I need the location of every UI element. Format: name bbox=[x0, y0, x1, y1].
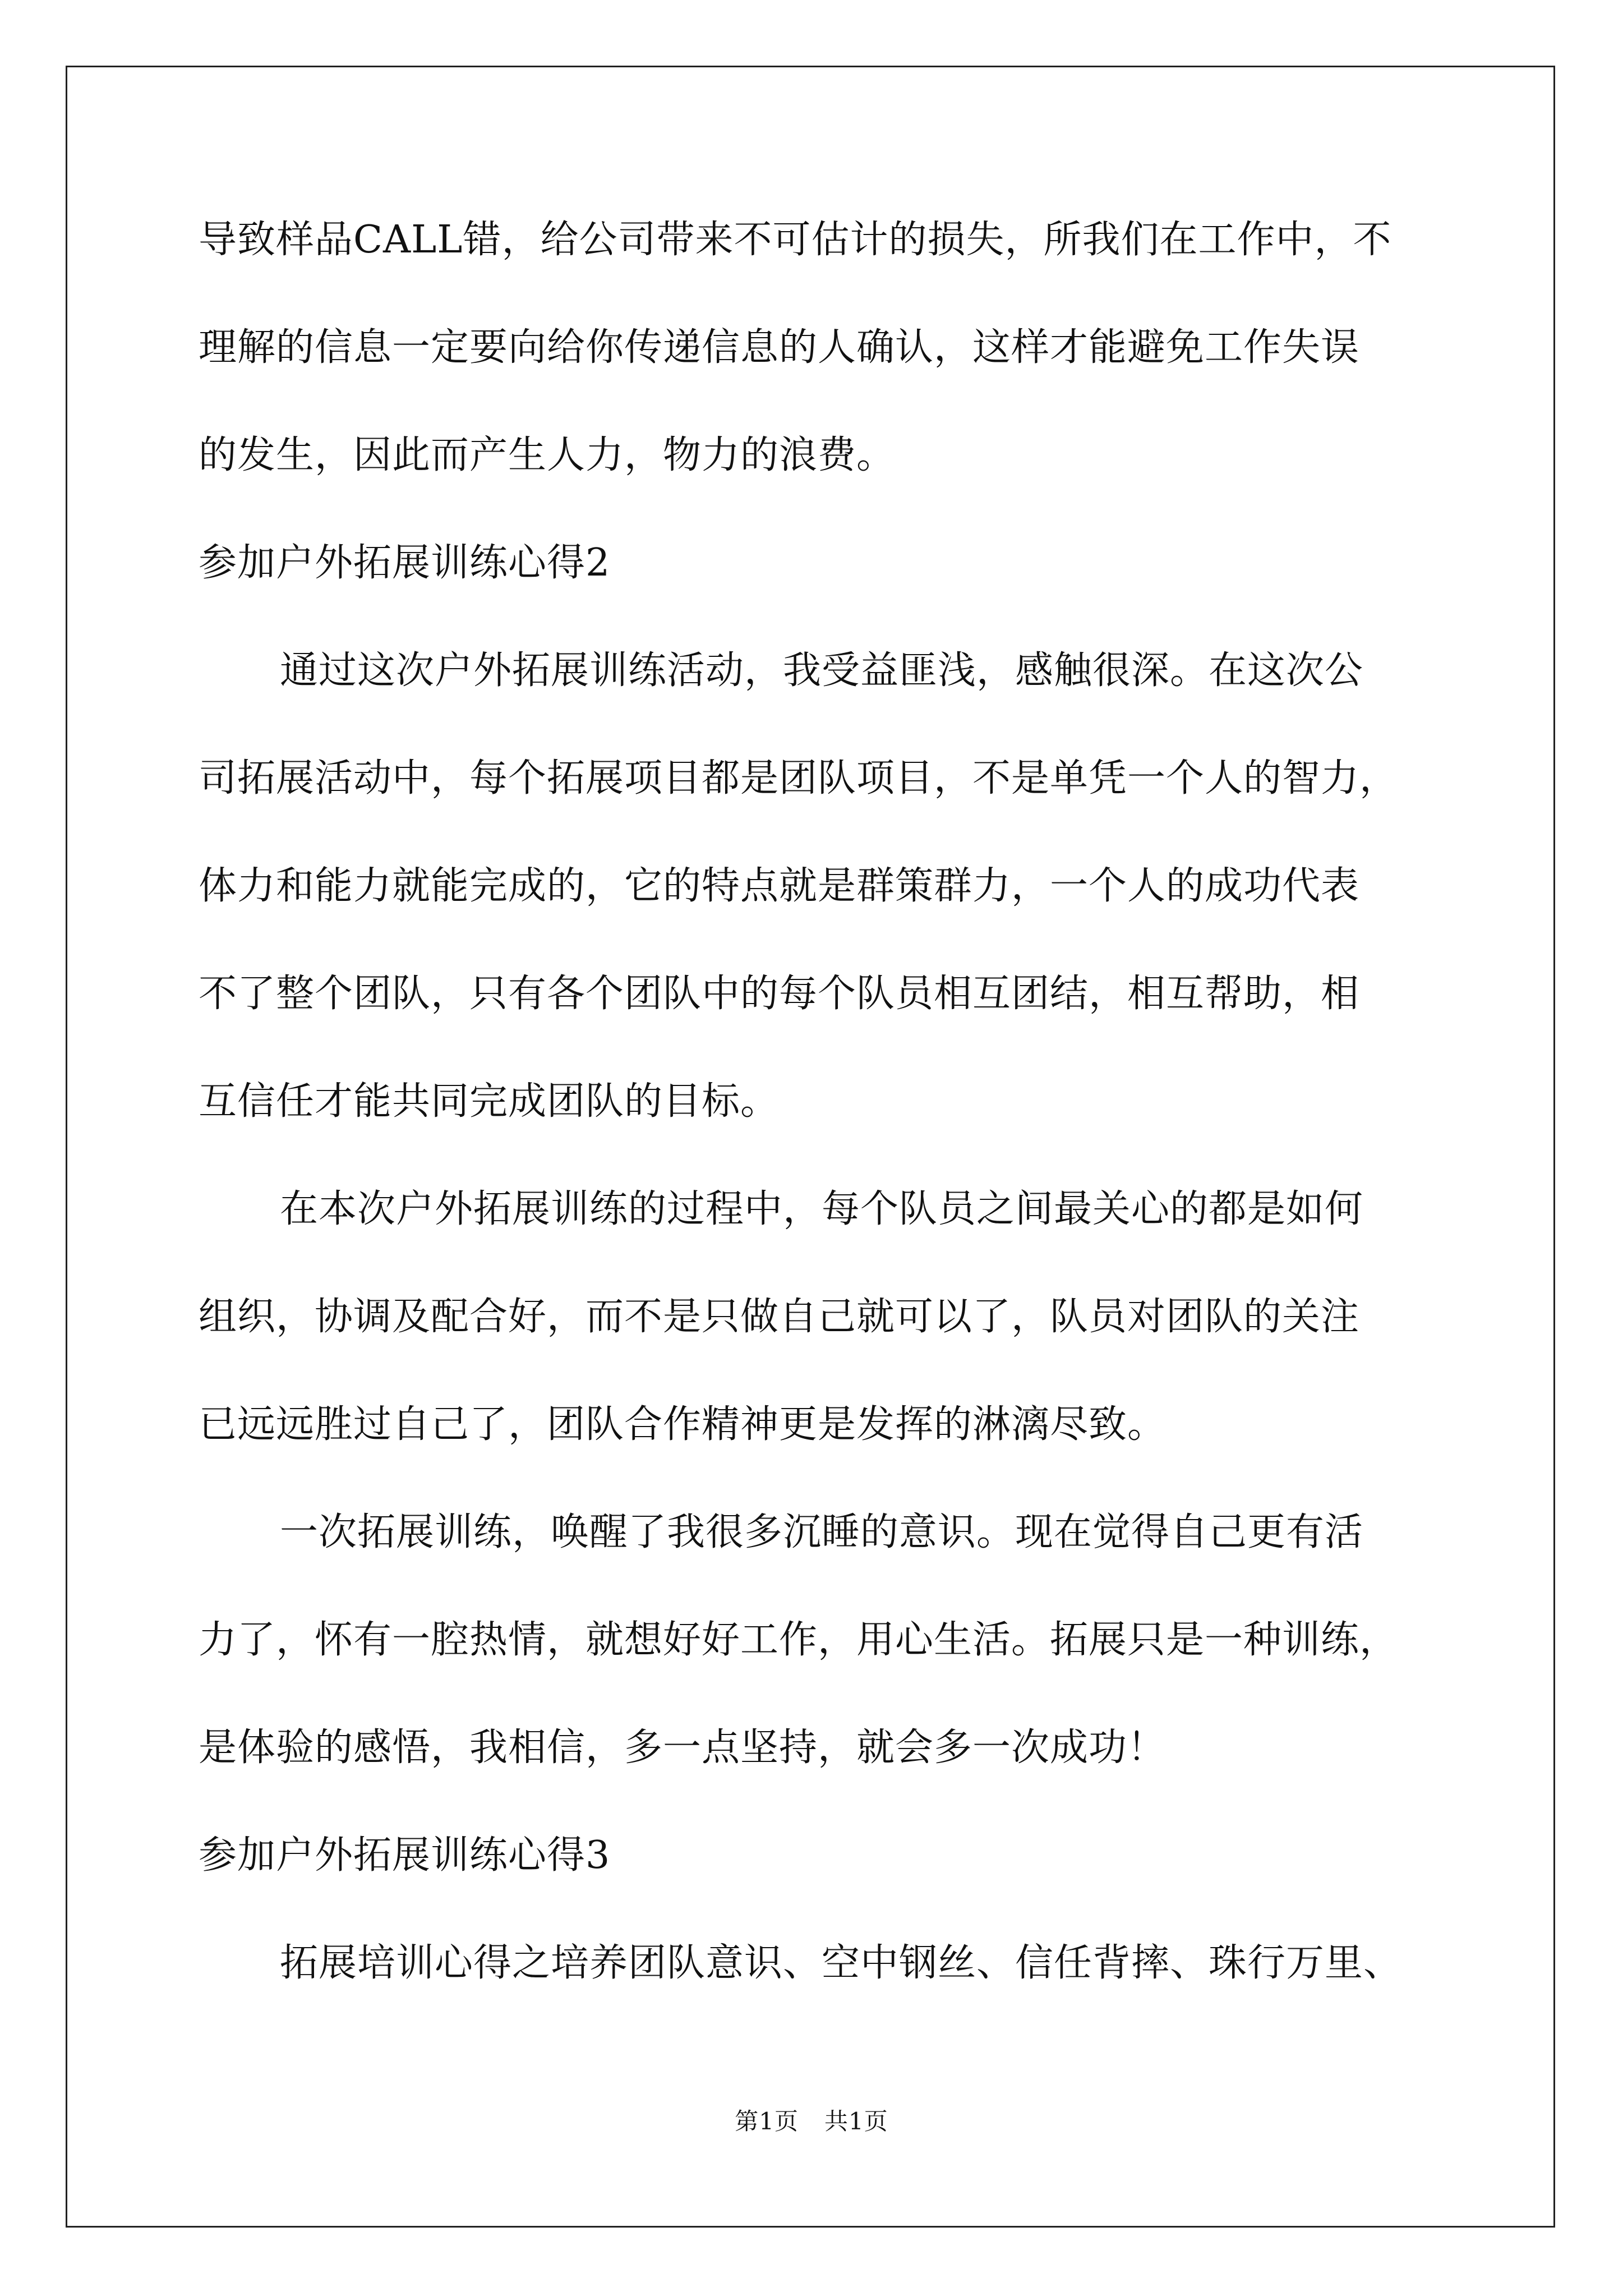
text-line: 力了，怀有一腔热情，就想好好工作，用心生活。拓展只是一种训练， bbox=[199, 1618, 1399, 1662]
text-line: 组织，协调及配合好，而不是只做自己就可以了，队员对团队的关注 bbox=[199, 1295, 1360, 1339]
page-total: 共1页 bbox=[824, 2108, 888, 2135]
text-line: 一次拓展训练，唤醒了我很多沉睡的意识。现在觉得自己更有活 bbox=[280, 1510, 1364, 1554]
text-line: 理解的信息一定要向给你传递信息的人确认，这样才能避免工作失误 bbox=[199, 325, 1360, 370]
text-line: 的发生，因此而产生人力，物力的浪费。 bbox=[199, 433, 896, 477]
text-line: 不了整个团队，只有各个团队中的每个队员相互团结，相互帮助，相 bbox=[199, 972, 1360, 1016]
page-number: 第1页 bbox=[735, 2108, 799, 2135]
text-line: 体力和能力就能完成的，它的特点就是群策群力，一个人的成功代表 bbox=[199, 864, 1360, 908]
text-line: 导致样品CALL错，给公司带来不可估计的损失，所我们在工作中，不 bbox=[199, 218, 1392, 262]
text-line: 司拓展活动中，每个拓展项目都是团队项目，不是单凭一个人的智力， bbox=[199, 756, 1399, 800]
text-line: 是体验的感悟，我相信，多一点坚持，就会多一次成功！ bbox=[199, 1726, 1166, 1770]
text-line: 在本次户外拓展训练的过程中，每个队员之间最关心的都是如何 bbox=[280, 1187, 1364, 1231]
text-line: 已远远胜过自己了，团队合作精神更是发挥的淋漓尽致。 bbox=[199, 1402, 1166, 1447]
text-line: 通过这次户外拓展训练活动，我受益匪浅，感触很深。在这次公 bbox=[280, 648, 1364, 693]
text-line: 互信任才能共同完成团队的目标。 bbox=[199, 1079, 780, 1124]
page-footer bbox=[0, 2105, 1623, 2138]
section-heading: 参加户外拓展训练心得3 bbox=[199, 1833, 611, 1878]
text-line: 拓展培训心得之培养团队意识、空中钢丝、信任背摔、珠行万里、 bbox=[280, 1941, 1403, 1985]
document-body bbox=[199, 213, 1432, 2044]
section-heading: 参加户外拓展训练心得2 bbox=[199, 541, 611, 585]
